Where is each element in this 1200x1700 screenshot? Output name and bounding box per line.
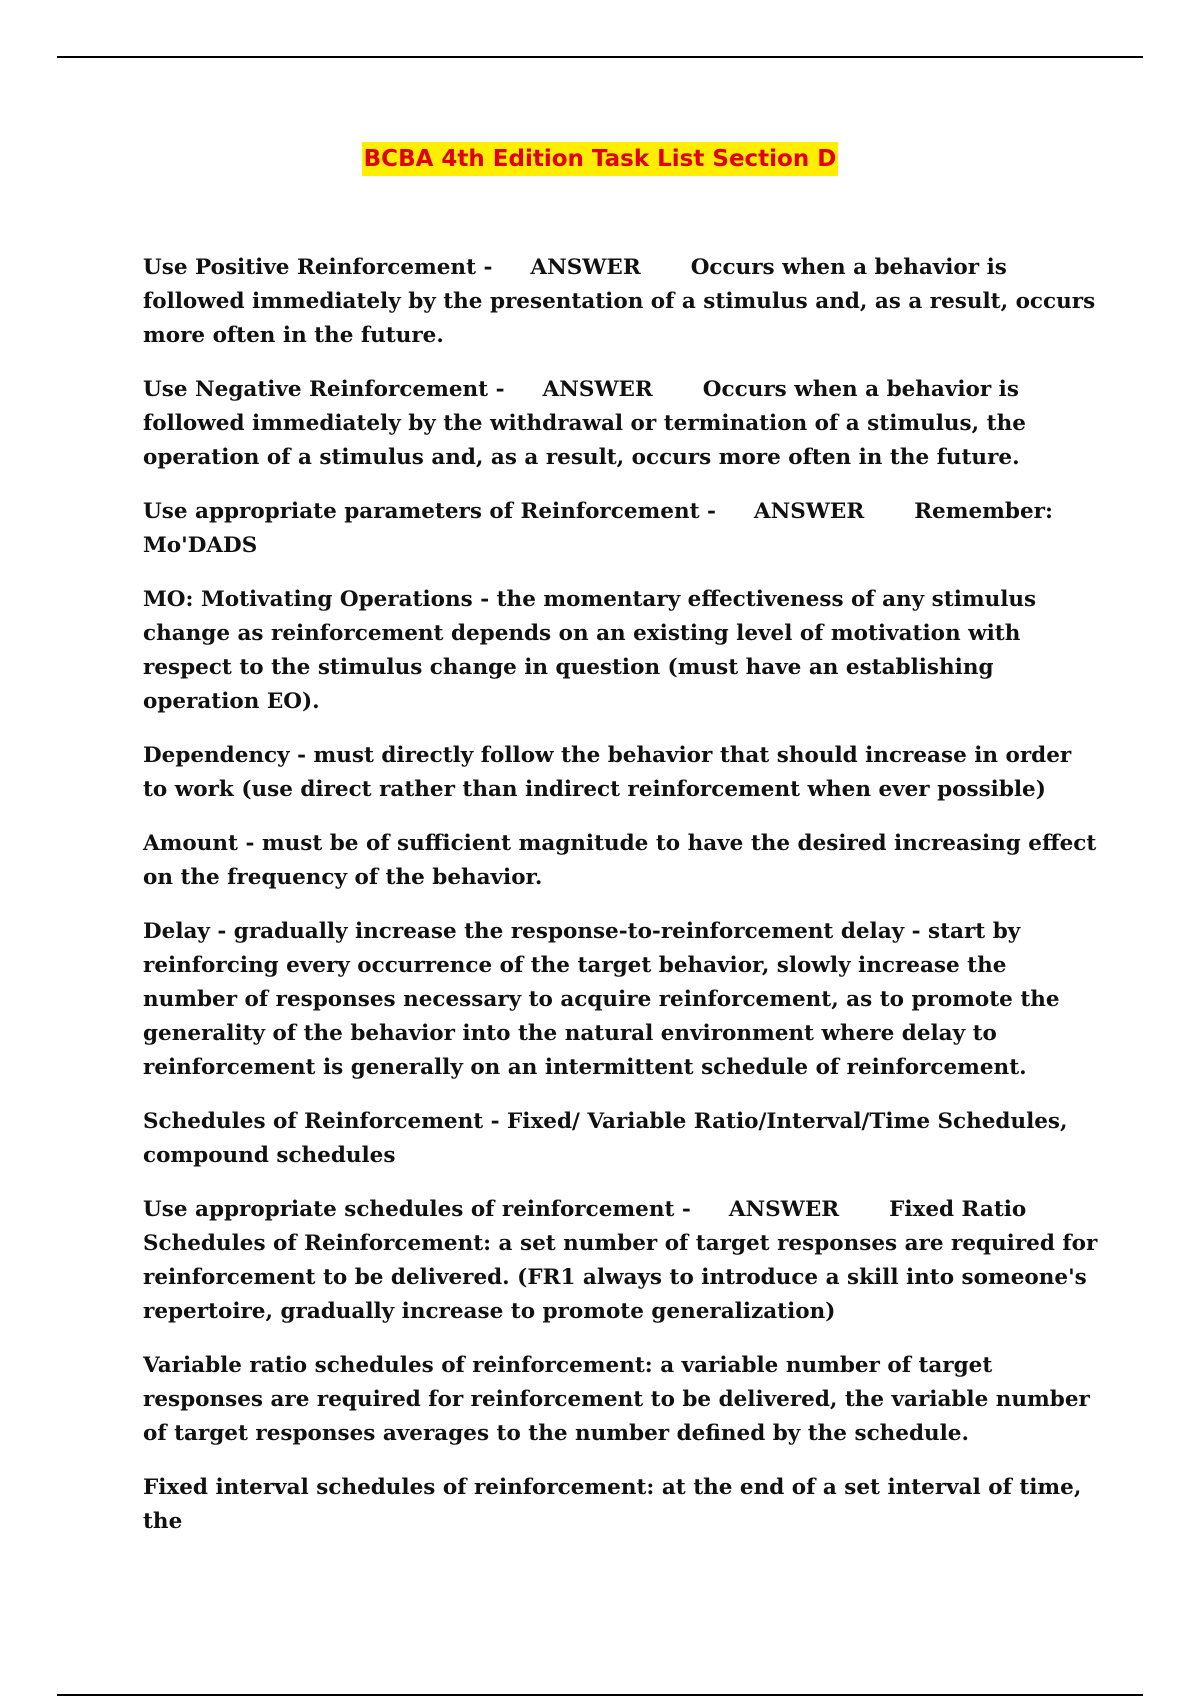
document-title: BCBA 4th Edition Task List Section D — [362, 142, 839, 176]
bottom-rule — [57, 1694, 1143, 1696]
answer-text: Remember: Mo'DADS — [143, 499, 1053, 558]
answer-label: ANSWER — [753, 499, 865, 524]
question-text: Use Positive Reinforcement - — [143, 255, 493, 280]
paragraph-delay: Delay - gradually increase the response-to-reinforcement delay - start by reinforcing every occurrence of the target behavior, slowly increase the number of responses necessary to acquire reinforcement, as to promote the generality of the behavior into the natural environment where delay to reinforcement is generally on an intermittent schedule of reinforcement. — [143, 919, 1060, 1080]
paragraph-schedules: Schedules of Reinforcement - Fixed/ Variable Ratio/Interval/Time Schedules, compound schedules — [143, 1109, 1068, 1168]
answer-label: ANSWER — [542, 377, 653, 402]
qa-entry-positive-reinforcement — [143, 251, 1098, 353]
qa-entry-parameters — [143, 495, 1098, 563]
paragraph-variable-ratio: Variable ratio schedules of reinforcement: a variable number of target responses are required for reinforcement to be delivered, the variable number of target responses averages to the number defined by the schedule. — [143, 1353, 1090, 1446]
top-rule — [57, 56, 1143, 58]
answer-text: Occurs when a behavior is followed immediately by the withdrawal or termination of a stimulus, the operation of a stimulus and, as a result, occurs more often in the future. — [143, 377, 1026, 470]
paragraph-fixed-interval: Fixed interval schedules of reinforcement: at the end of a set interval of time, the — [143, 1475, 1082, 1534]
question-text: Use appropriate schedules of reinforcement - — [143, 1197, 691, 1222]
question-text: Use Negative Reinforcement - — [143, 377, 505, 402]
paragraph-motivating-operations: MO: Motivating Operations - the momentary effectiveness of any stimulus change as reinforcement depends on an existing level of motivation with respect to the stimulus change in question (must have an establishing operation EO). — [143, 587, 1037, 714]
answer-label: ANSWER — [728, 1197, 840, 1222]
qa-entry-negative-reinforcement — [143, 373, 1098, 475]
question-text: Use appropriate parameters of Reinforcement - — [143, 499, 716, 524]
paragraph-dependency: Dependency - must directly follow the behavior that should increase in order to work (use direct rather than indirect reinforcement when ever possible) — [143, 743, 1072, 802]
document-body — [143, 251, 1098, 1559]
paragraph-amount: Amount - must be of sufficient magnitude to have the desired increasing effect on the frequency of the behavior. — [143, 831, 1097, 890]
qa-entry-schedules — [143, 1193, 1098, 1329]
answer-label: ANSWER — [530, 255, 641, 280]
answer-text: Occurs when a behavior is followed immediately by the presentation of a stimulus and, as a result, occurs more often in the future. — [143, 255, 1096, 348]
answer-text: Fixed Ratio Schedules of Reinforcement: a set number of target responses are required for reinforcement to be delivered. (FR1 always to introduce a skill into someone's repertoire, gradually increase to promote generalization) — [143, 1197, 1098, 1324]
title-container — [0, 142, 1200, 176]
